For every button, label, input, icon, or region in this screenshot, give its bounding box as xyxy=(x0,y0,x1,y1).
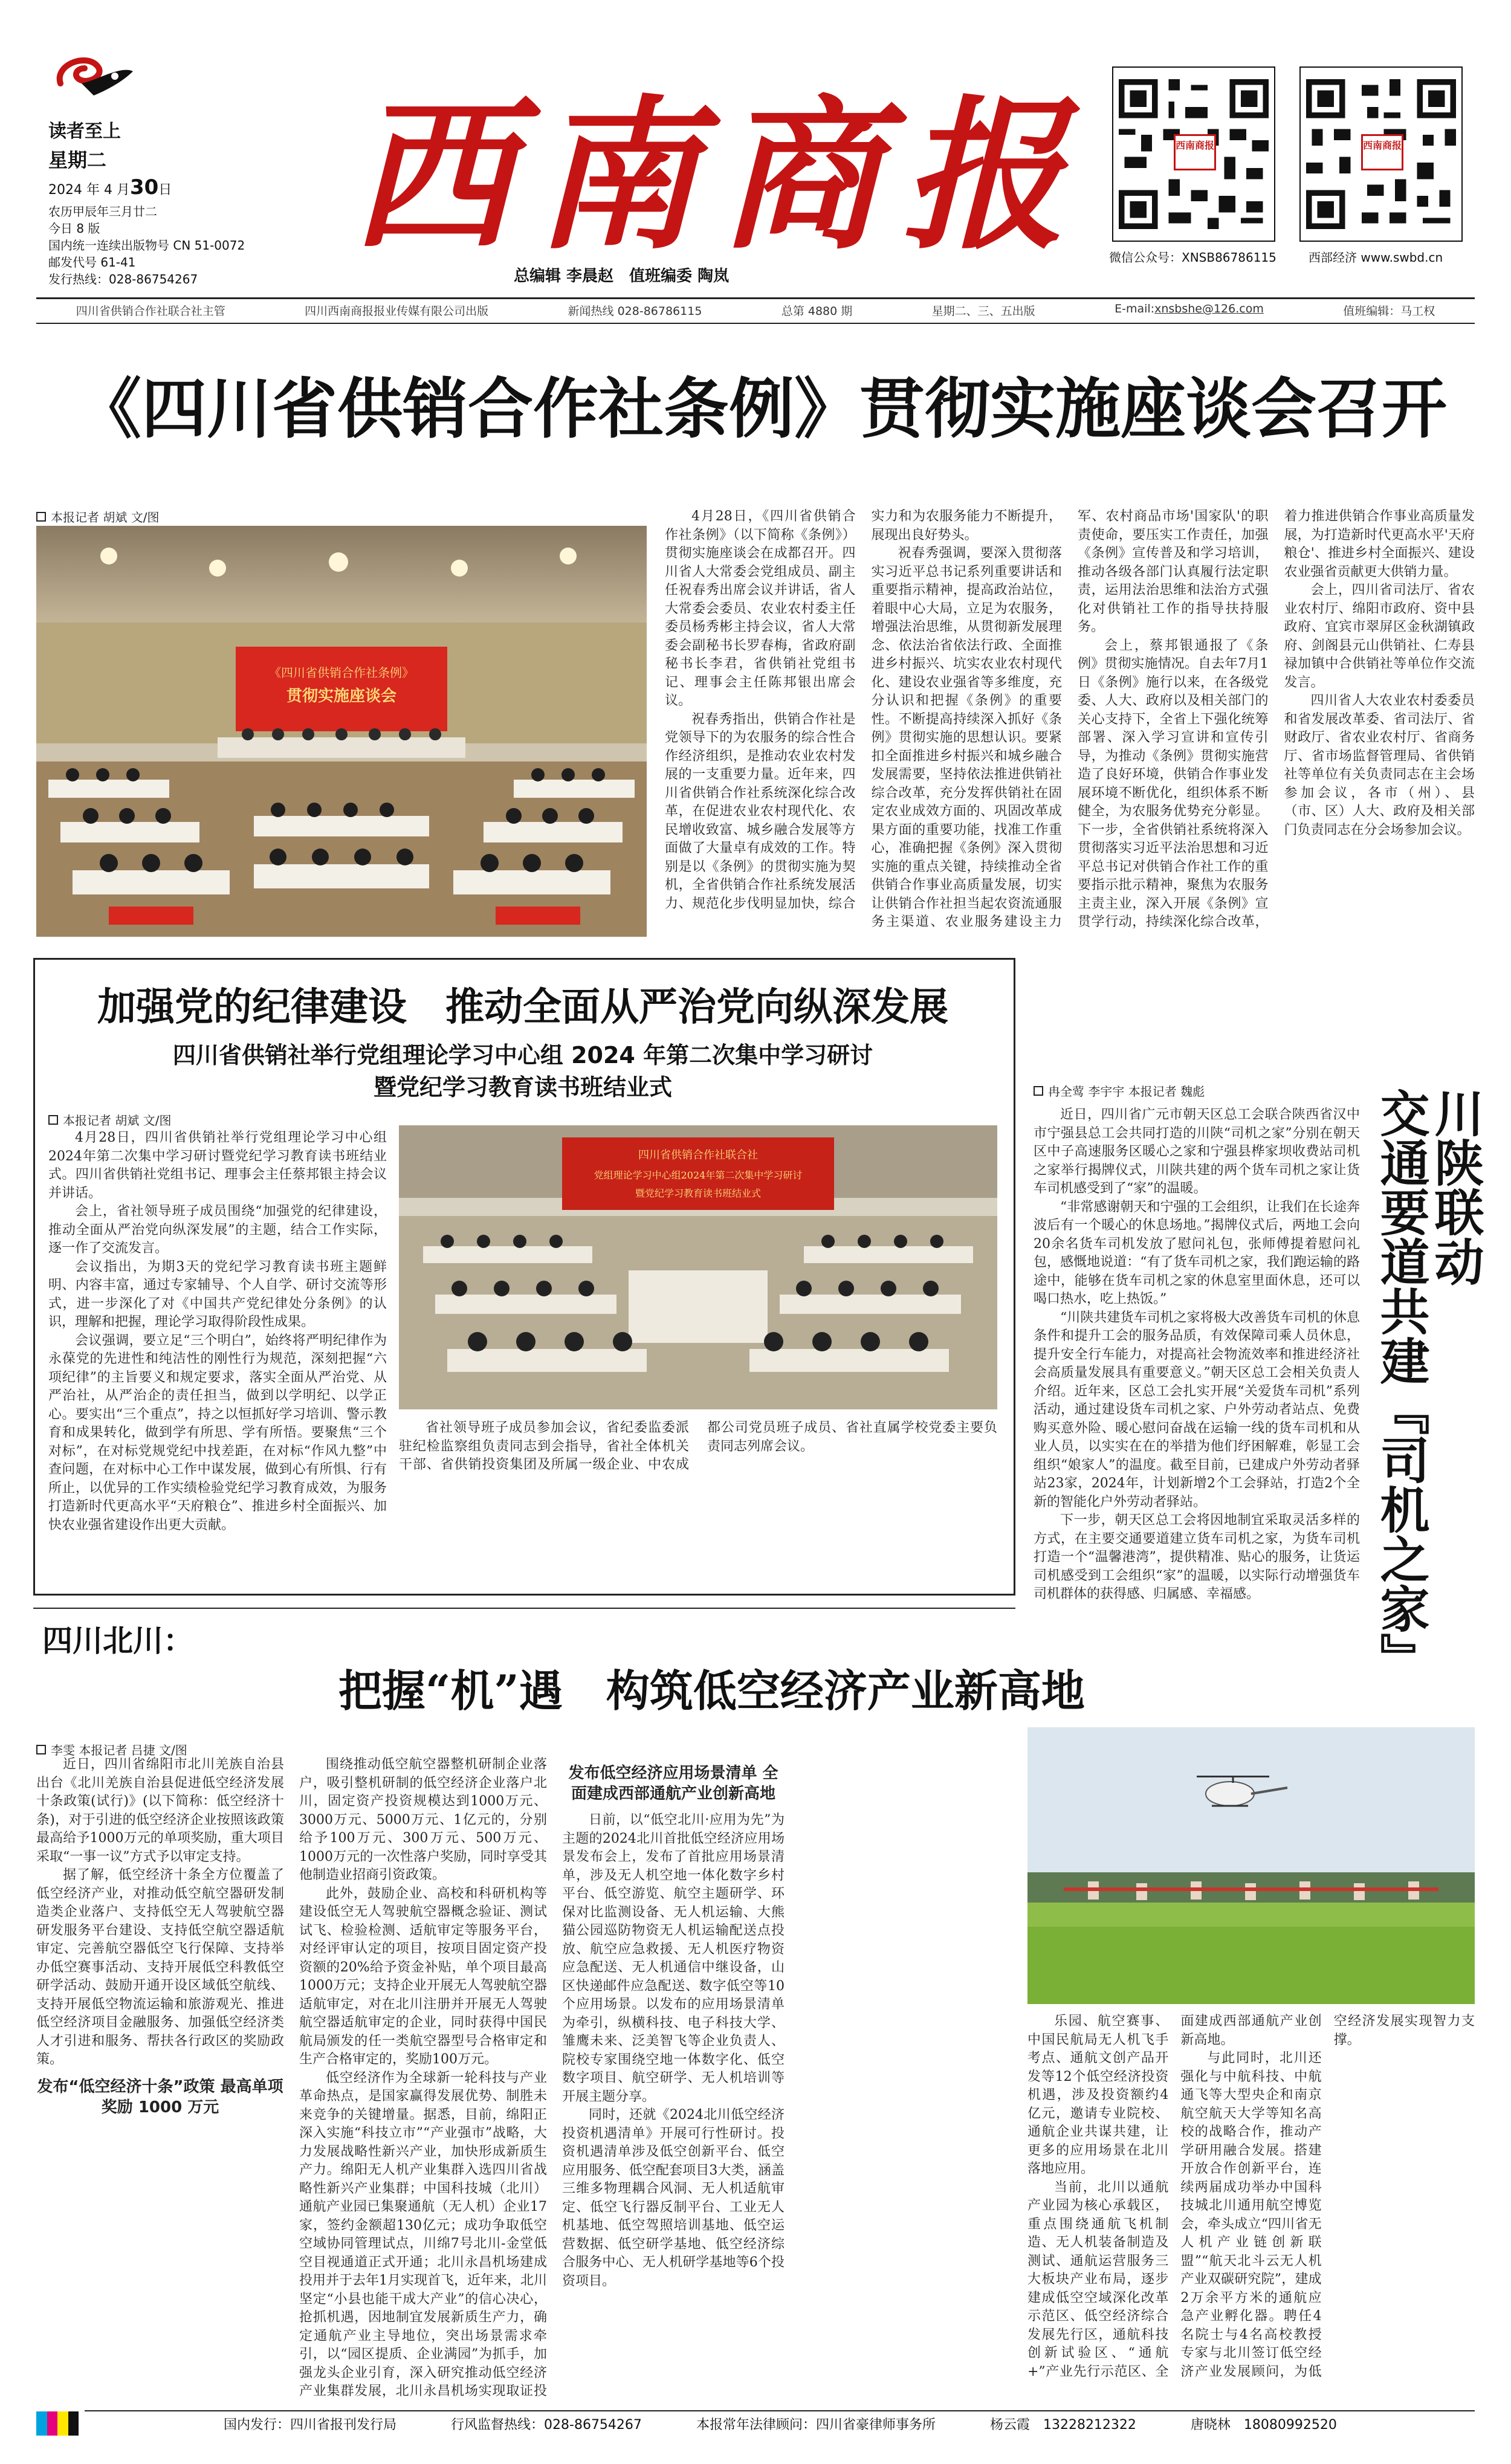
sponsor: 四川省供销合作社联合社主管 xyxy=(76,305,225,318)
schedule: 星期二、三、五出版 xyxy=(931,305,1035,318)
paragraph: 当前，北川以通航产业园为核心承载区，重点围绕通航飞机制造、无人机装备制造及测试、通航运营服务三大板块产业布局，逐步建成低空空域深化改革示范区、低空经济综合发展先行区，通航科技创新试验区、“通航+”产业先行示范区、全面建成西部通航产业创新高地。 xyxy=(1027,2014,1322,2379)
legal-counsel: 本报常年法律顾问：四川省豪律师事务所 xyxy=(696,2417,936,2433)
hotline: 发行热线：028-86754267 xyxy=(48,272,198,286)
footer-rule xyxy=(85,2410,1475,2411)
article1-headline[interactable]: 《四川省供销合作社条例》贯彻实施座谈会召开 xyxy=(76,371,1447,447)
article4-photo[interactable] xyxy=(1027,1727,1475,2004)
article2-body-right xyxy=(399,1419,997,1588)
lunar-date: 农历甲辰年三月廿二 xyxy=(48,204,157,219)
paragraph: 会议指出，为期3天的党纪学习教育读书班主题鲜明、内容丰富，通过专家辅导、个人自学、研讨交流等形式，进一步深化了对《中国共产党纪律处分条例》的认识，理解和把握，理论学习取得阶段性成果。 xyxy=(48,1259,387,1330)
svg-text:四川省供销合作社联合社: 四川省供销合作社联合社 xyxy=(638,1149,758,1162)
qr-badge: 西南商报 xyxy=(1174,134,1216,170)
article1-byline: 本报记者 胡斌 文/图 xyxy=(36,508,159,525)
paragraph: 会上，蔡邦银通报了《条例》贯彻实施情况。自去年7月1日《条例》施行以来，在各级党委、人大、政府以及相关部门的关心支持下，全省上下强化统筹部署、深入学习宣讲和宣传引导，为推动《条例》贯彻实施营造了良好环境，供销合作事业发展环境不断优化，组织体系不断健全，为农服务优势充分彰显。下一步，全省供销社系统将深入贯彻落实习近平法治思想和习近平总书记对供销合作社工作的重要指示批示精神，聚焦为农服务主责主业，深入开展《条例》宣贯学行动，持续深化综合改革，着力推进供销合作事业高质量发展，为打造新时代更高水平'天府粮仓'、推进乡村全面振兴、建设农业强省贡献更大供销力量。 xyxy=(1078,509,1475,930)
article1-body xyxy=(665,508,1475,940)
article2-byline: 本报记者 胡斌 文/图 xyxy=(48,1111,171,1128)
wechat-account: 微信公众号：XNSB86786115 xyxy=(1109,250,1276,265)
footer xyxy=(224,2414,1475,2433)
subhead: 发布“低空经济十条”政策 最高单项奖励 1000 万元 xyxy=(37,2077,283,2116)
article4-kicker: 四川北川： xyxy=(42,1623,193,1658)
paragraph: 低空经济作为全球新一轮科技与产业革命热点，是国家赢得发展优势、制胜未来竞争的关键增量。据悉，目前，绵阳正深入实施“科技立市”“产业强市”战略，大力发展战略性新兴产业，加快形成新质生产力。绵阳无人机产业集群入选四川省战略性新兴产业集群；中国科技城（北川）通航产业园已集聚通航（无人机）企业17家，签约金额超130亿元；成功争取低空空域协同管理试点，川绵7号北川-金堂低空目视通道正式开通；北川永昌机场建成投用并于去年1月实现首飞，近年来，北川坚定“小县也能干成大产业”的信心决心，抢抓机遇，因地制宜发展新质生产力，确定通航产业主导地位，突出场景需求牵引，以“园区提质、企业满园”为抓手，加强龙头企业引育，深入研究推动低空经济产业集群发展，北川永昌机场实现取证投 xyxy=(299,2070,547,2399)
publisher: 四川西南商报报业传媒有限公司出版 xyxy=(305,305,489,318)
paragraph: 省社领导班子成员参加会议，省纪委监委派驻纪检监察组负责同志到会指导，省社全体机关干部、省供销投资集团及所属一级企业、中农成都公司党员班子成员、省社直属学校党委主要负责同志列席会议。 xyxy=(399,1420,997,1472)
paragraph: 祝春秀强调，要深入贯彻落实习近平总书记系列重要讲话和重要指示精神，提高政治站位，着眼中心大局，立足为农服务，增强法治思维，从贯彻新发展理念、依法治省依法行政、全面推进乡村振兴、坑实农业农村现代化、建设农业强省等多维度，充分认识和把握《条例》的重要性。不断提高持续深入抓好《条例》贯彻实施的思想认识。要紧扣全面推进乡村振兴和城乡融合发展需要，坚持依法推进供销社综合改革，充分发挥供销社在固定农业成效方面的、巩固改革成果方面的重要功能，找准工作重心，准确把握《条例》深入贯彻实施的重点关键，持续推动全省供销合作事业高质量发展，切实让供销合作社担当起农资流通服务主渠道、农业服务建设主力军、农村商品市场'国家队'的职责使命，要压实工作责任，加强《条例》宣传普及和学习培训，推动各级各部门认真履行法定职责，运用法治思维和法治方式强化对供销社工作的指导扶持服务。 xyxy=(871,509,1269,930)
paragraph: 近日，四川省绵阳市北川羌族自治县出台《北川羌族自治县促进低空经济发展十条政策(试行)》(以下简称：低空经济十条)，对于引进的低空经济企业按照该政策最高给予1000万元的单项奖励，重大项目采取“一事一议”方式予以审定支持。 xyxy=(36,1757,284,1864)
logo-mark xyxy=(48,47,139,114)
print-color-bar xyxy=(36,2411,79,2436)
paragraph: 4月28日，《四川省供销合作社条例》（以下简称《条例》）贯彻实施座谈会在成都召开。四川省人大常委会党组成员、副主任祝春秀出席会议并讲话，省人大常委会委员、农业农村委主任委员杨秀彬主持会议，省人大常委会副秘书长罗春梅，省政府副秘书长李君，省供销社党组书记、理事会主任陈邦银出席会议。 xyxy=(665,509,856,708)
info-bar xyxy=(36,302,1475,320)
article3-headline-col2[interactable]: 交通要道共建『司机之家』 xyxy=(1372,1088,1430,1683)
paragraph: “川陕共建货车司机之家将极大改善货车司机的休息条件和提升工会的服务品质，有效保障司乘人员休息，提升安全行车能力，对提高社会物流效率和推进经济社会高质量发展具有重要意义。”朝天区总工会相关负责人介绍。近年来，区总工会扎实开展“关爱货车司机”系列活动，通过建设货车司机之家、户外劳动者站点、免费购买意外险、暖心慰问奋战在运输一线的货车司机和从业人员，以实实在在的举措为他们纾困解难，彰显工会组织“娘家人”的温度。截至目前，已建成户外劳动者驿站23家，2024年，计划新增2个工会驿站，打造2个全新的智能化户外劳动者驿站。 xyxy=(1034,1310,1360,1510)
svg-text:贯彻实施座谈会: 贯彻实施座谈会 xyxy=(286,687,397,705)
email[interactable]: E-mail:xnsbshe@126.com xyxy=(1115,302,1264,315)
article4-body-col2 xyxy=(299,1756,547,2402)
paragraph: 下一步，朝天区总工会将因地制宜采取灵活多样的方式，在主要交通要道建立货车司机之家，为货车司机打造一个“温馨港湾”，提供精准、贴心的服务，让货运司机感受到工会组织“家”的温暖，以实际行动增强货车司机群体的获得感、归属感、幸福感。 xyxy=(1034,1513,1360,1602)
paragraph: 四川省人大农业农村委委员和省发展改革委、省司法厅、省财政厅、省农业农村厅、省商务厅、省市场监督管理局、省供销社等单位有关负责同志在主会场参加会议，各市（州）、县（市、区）人大、政府及相关部门负责同志在分会场参加会议。 xyxy=(1284,693,1475,838)
paragraph: 与此同时，北川还强化与中航科技、中航通飞等大型央企和南京航空航天大学等知名高校的战略合作，推动产学研用融合发展。搭建开放合作创新平台，连续两届成功举办中国科技城北川通用航空博览会，牵头成立“四川省无人机产业链创新联盟”“航天北斗云无人机产业双碳研究院”，建成2万余平方米的通航应急产业孵化器。聘任4名院士与4名高校教授专家与北川签订低空经济产业发展顾问，为低空经济发展实现智力支撑。 xyxy=(1180,2014,1475,2379)
masthead xyxy=(0,0,1511,308)
duty-editor: 值班编辑：马工权 xyxy=(1343,305,1435,318)
paragraph: 近日，四川省广元市朝天区总工会联合陕西省汉中市宁强县总工会共同打造的川陕“司机之家”分别在朝天区中子高速服务区暖心之家和宁强县桦家坝收费站司机之家举行揭牌仪式，川陕共建的两个货车司机之家让货车司机感受到了“家”的温暖。 xyxy=(1034,1107,1360,1196)
paragraph: “非常感谢朝天和宁强的工会组织，让我们在长途奔波后有一个暖心的休息场地。”揭牌仪式后，两地工会向20余名货车司机发放了慰问礼包，张师傅提着慰问礼包，感慨地说道：“有了货车司机之家，我们跑运输的路途中，能够在货车司机之家的休息室里面休息，还可以喝口热水，吃上热饭。” xyxy=(1034,1199,1360,1307)
website[interactable]: 西部经济 www.swbd.cn xyxy=(1309,250,1443,265)
info-bar-top-rule xyxy=(36,297,1475,299)
article2-photo[interactable] xyxy=(399,1125,997,1409)
article1-photo[interactable] xyxy=(36,526,647,937)
issue-number: 总第 4880 期 xyxy=(781,305,853,318)
slogan: 读者至上 xyxy=(48,121,121,142)
paragraph: 会上，四川省司法厅、省农业农村厅、绵阳市政府、资中县政府、宜宾市翠屏区金秋湖镇政府、剑阁县元山供销社、仁寿县禄加镇中合供销社等单位作交流发言。 xyxy=(1284,583,1475,690)
issue-date: 2024 年 4 月30日 xyxy=(48,175,172,199)
article4-byline: 李雯 本报记者 吕捷 文/图 xyxy=(36,1741,187,1758)
newspaper-title: 西南商报 xyxy=(351,79,1086,271)
weekday: 星期二 xyxy=(48,149,107,172)
paragraph: 祝春秀指出，供销合作社是党领导下的为农服务的综合性合作经济组织，是推动农业农村发展的一支重要力量。近年来，四川省供销合作社系统深化综合改革，在促进农业农村现代化、农民增收致富、城乡融合发展等方面做了大量卓有成效的工作。特别是以《条例》的贯彻实施为契机，全省供销合作社系统发展活力、规范化步伐明显加快，综合实力和为农服务能力不断提升，展现出良好势头。 xyxy=(665,509,1062,911)
distribution: 国内发行：四川省报刊发行局 xyxy=(224,2417,397,2433)
monitor-hotline: 行风监督热线：028-86754267 xyxy=(451,2417,642,2433)
news-hotline: 新闻热线 028-86786115 xyxy=(568,305,702,318)
svg-text:《四川省供销合作社条例》: 《四川省供销合作社条例》 xyxy=(269,665,414,680)
postal-code: 邮发代号 61-41 xyxy=(48,255,136,270)
wechat-qr-code[interactable] xyxy=(1112,66,1275,242)
website-qr-code[interactable] xyxy=(1299,66,1463,242)
article2-body-left xyxy=(48,1129,387,1588)
info-bar-bottom-rule xyxy=(36,323,1475,324)
editors: 总编辑 李晨赵 值班编委 陶岚 xyxy=(514,267,730,285)
lawyer-contact: 唐晓林 18080992520 xyxy=(1190,2417,1337,2433)
page-count: 今日 8 版 xyxy=(48,221,100,236)
qr-badge: 西南商报 xyxy=(1361,134,1403,170)
section-rule xyxy=(33,1608,1015,1609)
cn-number: 国内统一连续出版物号 CN 51-0072 xyxy=(48,238,245,253)
paragraph: 同时，还就《2024北川低空经济投资机遇清单》开展可行性研讨。投资机遇清单涉及低空创新平台、低空应用服务、低空配套项目3大类，涵盖三维多物理耦合风洞、无人机适航审定、低空飞行器反制平台、工业无人机基地、低空驾照培训基地、低空运营数据、低空研学基地、低空经济综合服务中心、无人机研学基地等6个投资项目。 xyxy=(562,2107,785,2289)
article4-body-col5-7 xyxy=(1027,2013,1475,2402)
paragraph: 据了解，低空经济十条全方位覆盖了低空经济产业，对推动低空航空器研发制造类企业落户、支持低空无人驾驶航空器研发服务平台建设、支持低空航空器适航审定、完善航空器低空飞行保障、支持举办低空赛事活动、支持开展低空科教低空研学活动、鼓励开通开设区域低空航线、支持开展低空物流运输和旅游观光、推进低空经济项目金融服务、加强低空经济类人才引进和服务、帮扶各行政区的奖励政策。 xyxy=(36,1867,284,2067)
paragraph: 4月28日，四川省供销社举行党组理论学习中心组2024年第二次集中学习研讨暨党纪学习教育读书班结业式。四川省供销社党组书记、理事会主任蔡邦银主持会议并讲话。 xyxy=(48,1130,387,1201)
paragraph: 会上，省社领导班子成员围绕“加强党的纪律建设，推动全面从严治党向纵深发展”的主题，结合工作实际，逐一作了交流发言。 xyxy=(48,1204,387,1256)
article3-byline: 冉全莺 李宇宇 本报记者 魏彪 xyxy=(1034,1082,1205,1099)
svg-text:暨党纪学习教育读书班结业式: 暨党纪学习教育读书班结业式 xyxy=(635,1188,762,1199)
paragraph: 乐园、航空赛事、中国民航局无人机飞手考点、通航文创产品开发等12个低空经济投资机遇，涉及投资额约4亿元，邀请专业院校、通航企业共谋共建，让更多的应用场景在北川落地应用。 xyxy=(1027,2014,1169,2176)
lawyer-contact: 杨云霞 13228212322 xyxy=(989,2417,1136,2433)
paragraph: 围绕推动低空航空器整机研制企业落户，吸引整机研制的低空经济企业落户北川，固定资产投资规模达到1000万元、3000万元、5000万元、1亿元的，分别给予100万元、300万元、500万元、1000万元的一次性落户奖励，同时享受其他制造业招商引资政策。 xyxy=(299,1757,547,1883)
article2-headline[interactable]: 加强党的纪律建设 推动全面从严治党向纵深发展 xyxy=(97,985,948,1030)
subhead: 发布低空经济应用场景清单 全面建成西部通航产业创新高地 xyxy=(568,1764,778,1803)
svg-text:党组理论学习中心组2024年第二次集中学习研讨: 党组理论学习中心组2024年第二次集中学习研讨 xyxy=(594,1169,803,1181)
paragraph: 日前，以“低空北川·应用为先”为主题的2024北川首批低空经济应用场景发布会上，发布了首批应用场景清单，涉及无人机空地一体化数字乡村平台、低空游览、航空主题研学、环保对比监测设备、无人机运输、大熊猫公园巡防物资无人机运输配送点投放、航空应急救援、无人机医疗物资应急配送、无人机通信中继设备，山区快递邮件应急配送、数字低空等10个应用场景。以发布的应用场景清单为牵引，纵横科技、电子科技大学、雏鹰未来、泛美智飞等企业负责人、院校专家围绕空地一体数字化、低空数字项目、航空研学、无人机培训等开展主题分享。 xyxy=(562,1812,785,2104)
article3-body xyxy=(1034,1106,1360,1718)
article2-subhead: 四川省供销社举行党组理论学习中心组 2024 年第二次集中学习研讨 xyxy=(172,1042,873,1069)
article2-subhead: 暨党纪学习教育读书班结业式 xyxy=(373,1074,672,1101)
article4-body-col1 xyxy=(36,1756,284,2402)
paragraph: 此外，鼓励企业、高校和科研机构等建设低空无人驾驶航空器概念验证、测试试飞、检验检测、适航审定等服务平台，对经评审认定的项目，按项目固定资产投资额的20%给予资金补贴，单个项目最高1000万元；支持企业开展无人驾驶航空器适航审定，对在北川注册并开展无人驾驶航空器适航审定的企业，同时获得中国民航局颁发的任一类航空器型号合格审定和生产合格审定的，奖励100万元。 xyxy=(299,1886,547,2067)
article4-headline[interactable]: 把握“机”遇 构筑低空经济产业新高地 xyxy=(338,1665,1085,1716)
paragraph: 会议强调，要立足“三个明白”，始终将严明纪律作为永葆党的先进性和纯洁性的刚性行为规范，深刻把握“六项纪律”的主旨要义和规定要求，落实全面从严治党、从严治社，从严治企的责任担当，做到以学明纪、以学正心。要实出“三个重点”，持之以恒抓好学习培训、警示教育和成果转化，做到学有所思、学有所悟。要聚焦“三个对标”，在对标党规党纪中找差距，在对标“作风九整”中查问题，在对标中心工作中谋发展，做到心有所惧、行有所止，以优异的工作实绩检验党纪学习教育成效，为服务打造新时代更高水平“天府粮仓”、推进乡村全面振兴、加快农业强省建设作出更大贡献。 xyxy=(48,1333,387,1533)
article3-headline-col1[interactable]: 川陕联动 xyxy=(1426,1088,1484,1286)
article4-body-col3-4 xyxy=(562,1756,1021,2402)
